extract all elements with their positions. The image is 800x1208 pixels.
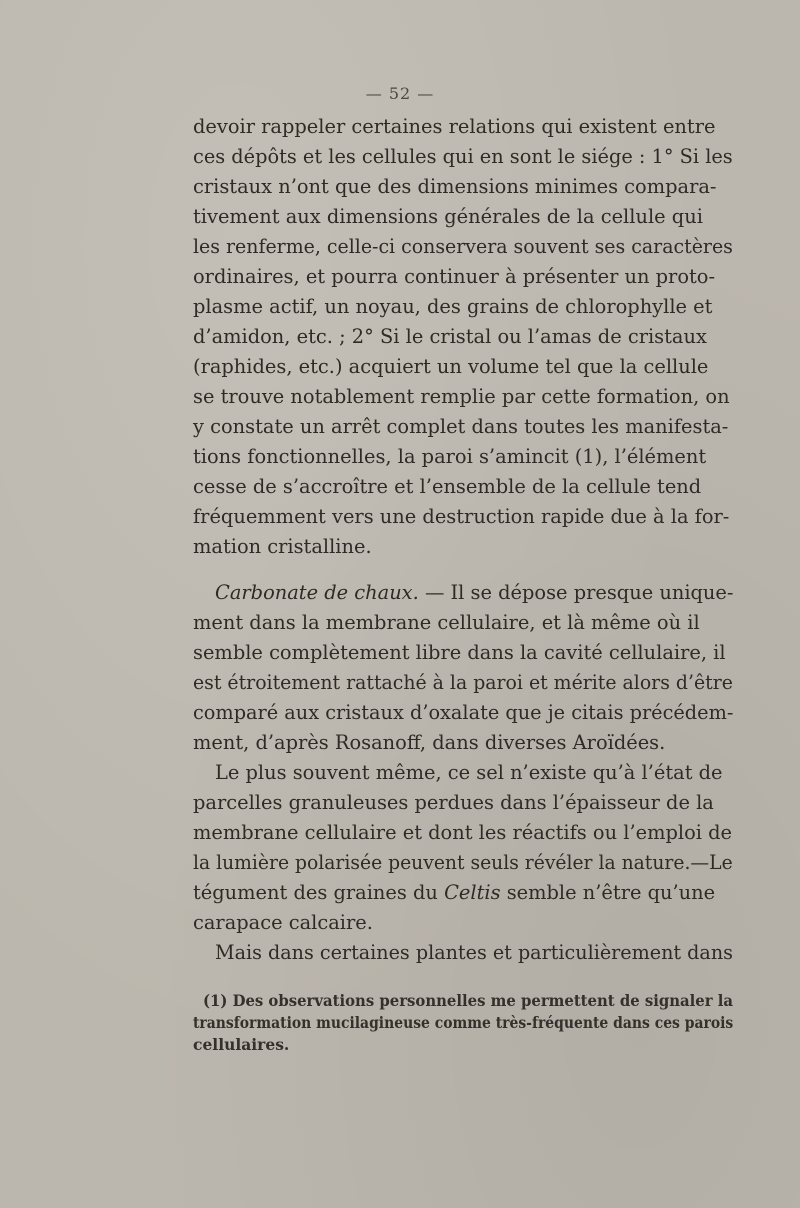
- text-line: (raphides, etc.) acquiert un volume tel que la cellule: [193, 355, 709, 378]
- text-span: semble n’être qu’une: [500, 881, 716, 904]
- text-line: la lumière polarisée peuvent seuls révéler la nature.—Le: [193, 851, 733, 874]
- text-line: tivement aux dimensions générales de la cellule qui: [193, 205, 703, 228]
- page-number: — 52 —: [365, 84, 435, 103]
- text-line: ment dans la membrane cellulaire, et là même où il: [193, 611, 700, 634]
- footnote-line: (1) Des observations personnelles me permettent de signaler la: [203, 991, 734, 1010]
- text-line: devoir rappeler certaines relations qui existent entre: [193, 115, 716, 138]
- text-line: y constate un arrêt complet dans toutes les manifesta-: [193, 415, 729, 438]
- text-line: Le plus souvent même, ce sel n’existe qu’à l’état de: [215, 761, 723, 784]
- text-line: parcelles granuleuses perdues dans l’épaisseur de la: [193, 791, 714, 814]
- text-line: carapace calcaire.: [193, 911, 373, 934]
- paragraph-first-line: [215, 578, 733, 608]
- text-line: cesse de s’accroître et l’ensemble de la cellule tend: [193, 475, 702, 498]
- section-heading: Carbonate de chaux.: [215, 581, 419, 604]
- text-line: tions fonctionnelles, la paroi s’amincit (1), l’élément: [193, 445, 707, 468]
- text-line: ordinaires, et pourra continuer à présenter un proto-: [193, 265, 716, 288]
- text-line: est étroitement rattaché à la paroi et mérite alors d’être: [193, 671, 733, 694]
- footnote-line: transformation mucilagineuse comme très-fréquente dans ces parois: [193, 1013, 734, 1032]
- text-line: [193, 878, 715, 908]
- genus-name: Celtis: [444, 881, 501, 904]
- text-line: se trouve notablement remplie par cette formation, on: [193, 385, 730, 408]
- text-line: d’amidon, etc. ; 2° Si le cristal ou l’amas de cristaux: [193, 325, 707, 348]
- text-span: — Il se dépose presque unique-: [418, 581, 734, 604]
- text-line: cristaux n’ont que des dimensions minimes compara-: [193, 175, 717, 198]
- text-line: membrane cellulaire et dont les réactifs ou l’emploi de: [193, 821, 733, 844]
- footnote-line: cellulaires.: [193, 1035, 290, 1054]
- text-line: les renferme, celle-ci conservera souvent ses caractères: [193, 235, 733, 258]
- text-line: comparé aux cristaux d’oxalate que je citais précédem-: [193, 701, 734, 724]
- text-line: fréquemment vers une destruction rapide due à la for-: [193, 505, 730, 528]
- text-line: mation cristalline.: [193, 535, 372, 558]
- text-line: semble complètement libre dans la cavité cellulaire, il: [193, 641, 726, 664]
- text-line: ces dépôts et les cellules qui en sont le siége : 1° Si les: [193, 145, 733, 168]
- text-line: ment, d’après Rosanoff, dans diverses Aroïdées.: [193, 731, 666, 754]
- text-span: tégument des graines du: [193, 881, 445, 904]
- text-line: Mais dans certaines plantes et particulièrement dans: [215, 941, 733, 964]
- text-line: plasme actif, un noyau, des grains de chlorophylle et: [193, 295, 713, 318]
